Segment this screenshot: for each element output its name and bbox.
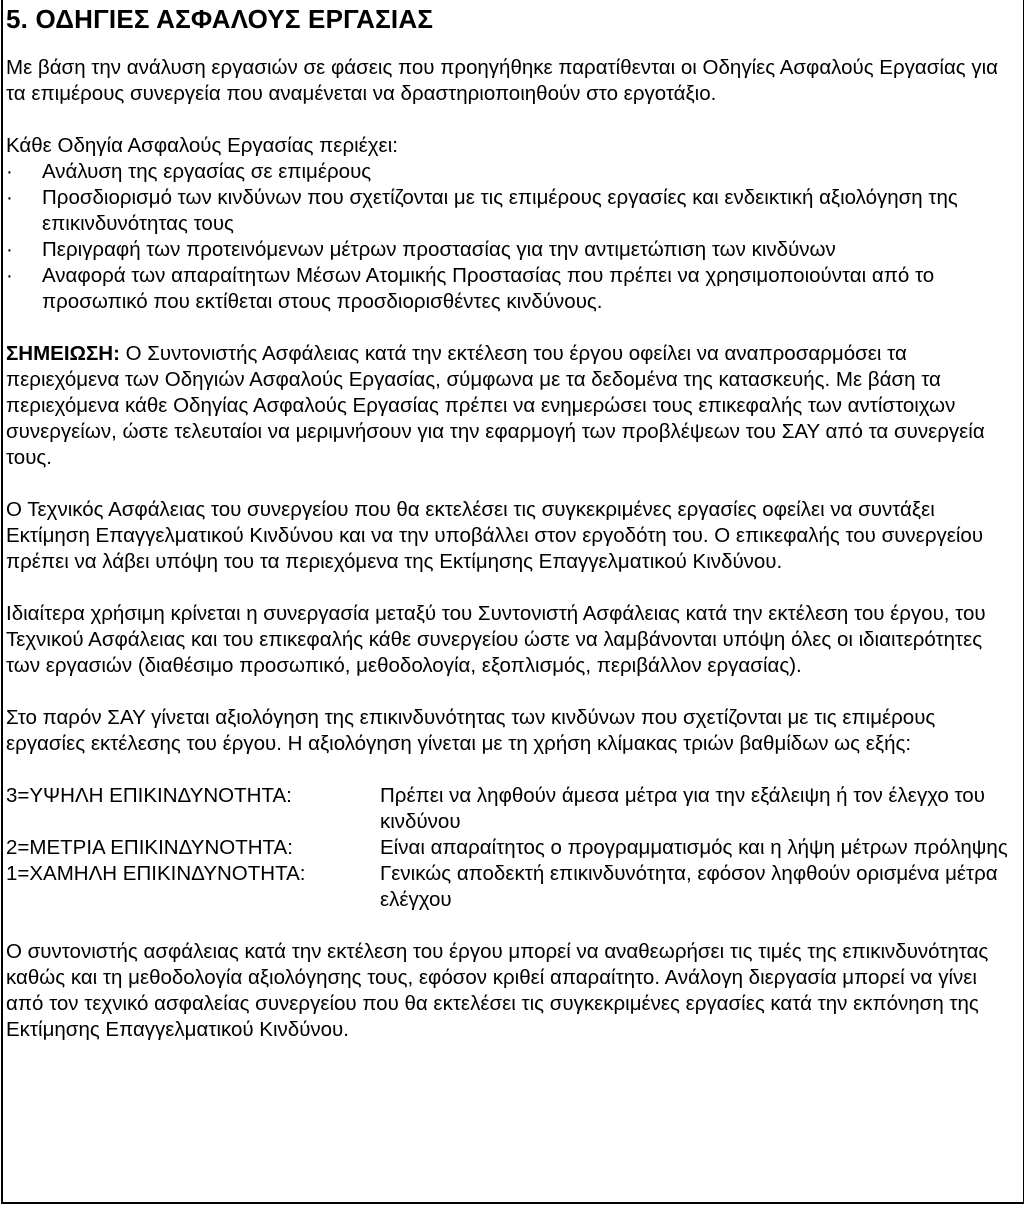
risk-level-label: 2=ΜΕΤΡΙΑ ΕΠΙΚΙΝΔΥΝΟΤΗΤΑ: — [6, 836, 293, 859]
risk-level-description: Είναι απαραίτητος ο προγραμματισμός και η λήψη μέτρων πρόληψης — [380, 836, 1008, 859]
list-item — [6, 263, 1018, 315]
list-item-text: Ανάλυση της εργασίας σε επιμέρους — [42, 160, 372, 183]
table-row — [6, 783, 1018, 835]
note-text: Ο Συντονιστής Ασφάλειας κατά την εκτέλεση του έργου οφείλει να αναπροσαρμόσει τα περιεχόμενα των Οδηγιών Ασφαλούς Εργασίας, σύμφωνα με τα δεδομένα της κατασκευής. Με βάση τα περιεχόμενα κάθε Οδηγίας Ασφαλούς Εργασίας πρέπει να ενημερώσει τους επικεφαλής των αντίστοιχων συνεργείων, ώστε τελευταίοι να μεριμνήσουν για την εφαρμογή των προβλέψεων του ΣΑΥ από τα συνεργεία τους. — [6, 342, 985, 469]
bullet-icon: · — [6, 160, 13, 183]
cooperation-paragraph: Ιδιαίτερα χρήσιμη κρίνεται η συνεργασία μεταξύ του Συντονιστή Ασφάλειας κατά την εκτέλεση του έργου, του Τεχνικού Ασφάλειας και του επικεφαλής κάθε συνεργείου ώστε να λαμβάνονται υπόψη όλες οι ιδιαιτερότητες των εργασιών (διαθέσιμο προσωπικό, μεθοδολογία, εξοπλισμός, περιβάλλον εργασίας). — [6, 602, 986, 677]
list-item-text: Αναφορά των απαραίτητων Μέσων Ατομικής Προστασίας που πρέπει να χρησιμοποιούνται από το προσωπικό που εκτίθεται στους προσδιορισθέντες κινδύνους. — [42, 264, 935, 313]
technician-paragraph: Ο Τεχνικός Ασφάλειας του συνεργείου που θα εκτελέσει τις συγκεκριμένες εργασίες οφείλει να συντάξει Εκτίμηση Επαγγελματικού Κινδύνου και να την υποβάλλει στον εργοδότη του. Ο επικεφαλής του συνεργείου πρέπει να λάβει υπόψη του τα περιεχόμενα της Εκτίμησης Επαγγελματικού Κινδύνου. — [6, 498, 984, 573]
risk-level-label: 1=ΧΑΜΗΛΗ ΕΠΙΚΙΝΔΥΝΟΤΗΤΑ: — [6, 862, 306, 885]
list-item-text: Περιγραφή των προτεινόμενων μέτρων προστασίας για την αντιμετώπιση των κινδύνων — [42, 238, 836, 261]
table-row — [6, 861, 1018, 913]
list-item — [6, 185, 1018, 237]
table-row — [6, 835, 1018, 861]
risk-level-description: Γενικώς αποδεκτή επικινδυνότητα, εφόσον ληφθούν ορισμένα μέτρα ελέγχου — [380, 862, 998, 911]
scale-paragraph: Στο παρόν ΣΑΥ γίνεται αξιολόγηση της επικινδυνότητας των κινδύνων που σχετίζονται με τις επιμέρους εργασίες εκτέλεσης του έργου. Η αξιολόγηση γίνεται με τη χρήση κλίμακας τριών βαθμίδων ως εξής: — [6, 706, 936, 755]
risk-level-label: 3=ΥΨΗΛΗ ΕΠΙΚΙΝΔΥΝΟΤΗΤΑ: — [6, 784, 292, 807]
bullet-icon: · — [6, 264, 13, 287]
review-paragraph: Ο συντονιστής ασφάλειας κατά την εκτέλεση του έργου μπορεί να αναθεωρήσει τις τιμές της επικινδυνότητας καθώς και τη μεθοδολογία αξιολόγησης τους, εφόσον κριθεί απαραίτητο. Ανάλογη διεργασία μπορεί να γίνει από τον τεχνικό ασφαλείας συνεργείου που θα εκτελέσει τις συγκεκριμένες εργασίες κατά την εκπόνηση της Εκτίμησης Επαγγελματικού Κινδύνου. — [6, 940, 989, 1041]
document-body — [6, 0, 1018, 1043]
note-label: ΣΗΜΕΙΩΣΗ: — [6, 342, 120, 365]
note-paragraph — [6, 341, 1018, 471]
risk-scale-table — [6, 783, 1018, 913]
list-item-text: Προσδιορισμό των κινδύνων που σχετίζονται με τις επιμέρους εργασίες και ενδεικτική αξιολόγηση της επικινδυνότητας τους — [42, 186, 958, 235]
page-title: 5. ΟΔΗΓΙΕΣ ΑΣΦΑΛΟΥΣ ΕΡΓΑΣΙΑΣ — [6, 4, 434, 34]
bullet-icon: · — [6, 238, 13, 261]
bullet-icon: · — [6, 186, 13, 209]
list-item — [6, 159, 1018, 185]
list-item — [6, 237, 1018, 263]
intro-paragraph: Με βάση την ανάλυση εργασιών σε φάσεις που προηγήθηκε παρατίθενται οι Οδηγίες Ασφαλούς Εργασίας για τα επιμέρους συνεργεία που αναμένεται να δραστηριοποιηθούν στο εργοτάξιο. — [6, 56, 999, 105]
contents-list — [6, 159, 1018, 315]
contents-heading: Κάθε Οδηγία Ασφαλούς Εργασίας περιέχει: — [6, 134, 398, 157]
risk-level-description: Πρέπει να ληφθούν άμεσα μέτρα για την εξάλειψη ή τον έλεγχο του κινδύνου — [380, 784, 985, 833]
